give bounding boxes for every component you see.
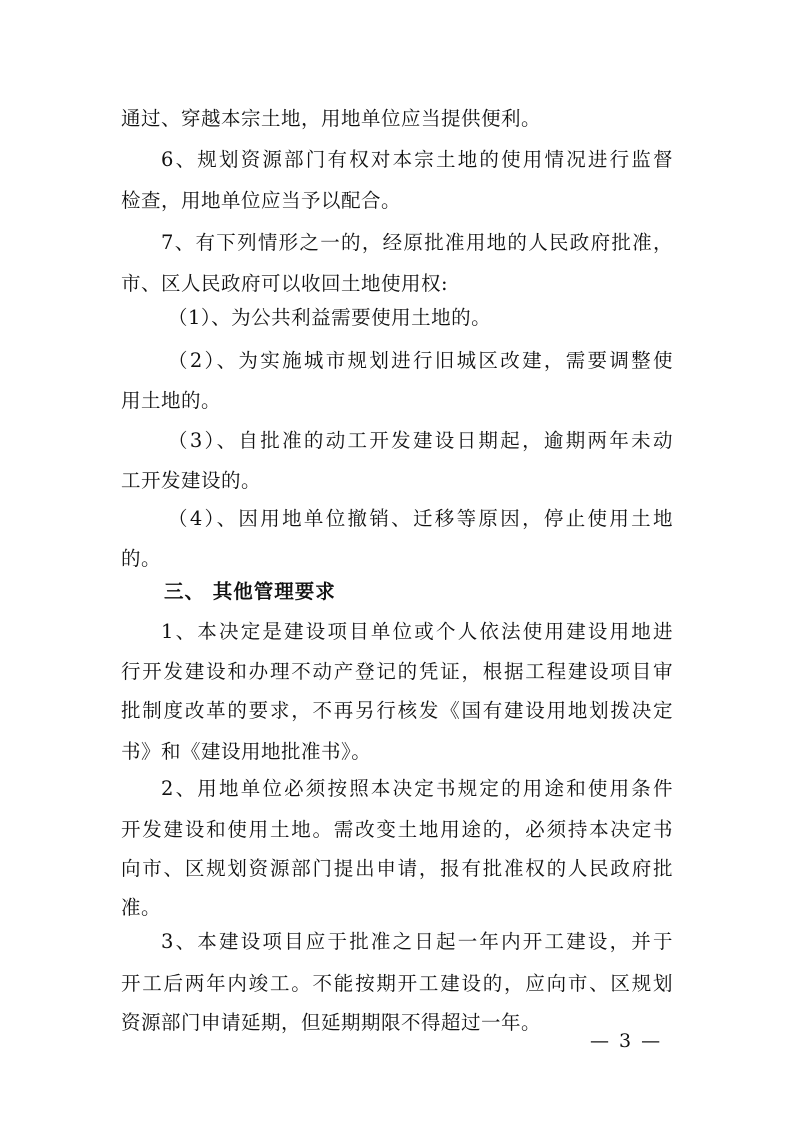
paragraph-line: 市、区人民政府可以收回土地使用权: <box>121 272 449 295</box>
paragraph-line: 7、有下列情形之一的，经原批准用地的人民政府批准， <box>161 231 673 254</box>
paragraph-line: 准。 <box>121 896 162 919</box>
paragraph-line: 行开发建设和办理不动产登记的凭证，根据工程建设项目审 <box>121 660 673 683</box>
paragraph-line: 批制度改革的要求，不再另行核发《国有建设用地划拨决定 <box>121 699 673 722</box>
paragraph-line: 1、本决定是建设项目单位或个人依法使用建设用地进 <box>161 620 673 643</box>
paragraph-line: 用土地的。 <box>121 389 222 412</box>
list-item-line: （4）、因用地单位撤销、迁移等原因，停止使用土地 <box>168 507 673 530</box>
paragraph-line: 工开发建设的。 <box>121 469 262 492</box>
paragraph-line: 向市、区规划资源部门提出申请，报有批准权的人民政府批 <box>121 857 673 880</box>
paragraph-line: 开发建设和使用土地。需改变土地用途的，必须持本决定书 <box>121 818 673 841</box>
paragraph-line: 资源部门申请延期，但延期期限不得超过一年。 <box>121 1011 542 1034</box>
section-heading: 三、 其他管理要求 <box>164 580 336 603</box>
paragraph-line: 检查，用地单位应当予以配合。 <box>121 189 402 212</box>
list-item-line: （3）、自批准的动工开发建设日期起，逾期两年未动 <box>168 429 673 452</box>
paragraph-line: 的。 <box>121 547 162 570</box>
paragraph-line: 3、本建设项目应于批准之日起一年内开工建设，并于 <box>161 930 673 953</box>
page-number: — 3 — <box>590 1030 663 1052</box>
paragraph-line: 2、用地单位必须按照本决定书规定的用途和使用条件 <box>161 777 673 800</box>
paragraph-line: 书》和《建设用地批准书》。 <box>121 740 372 763</box>
paragraph-line: 通过、穿越本宗土地，用地单位应当提供便利。 <box>121 107 542 130</box>
list-item-line: （1）、为公共利益需要使用土地的。 <box>168 306 492 329</box>
list-item-line: （2）、为实施城市规划进行旧城区改建，需要调整使 <box>168 349 673 372</box>
paragraph-line: 开工后两年内竣工。不能按期开工建设的，应向市、区规划 <box>121 972 673 995</box>
paragraph-line: 6、规划资源部门有权对本宗土地的使用情况进行监督 <box>161 148 673 171</box>
